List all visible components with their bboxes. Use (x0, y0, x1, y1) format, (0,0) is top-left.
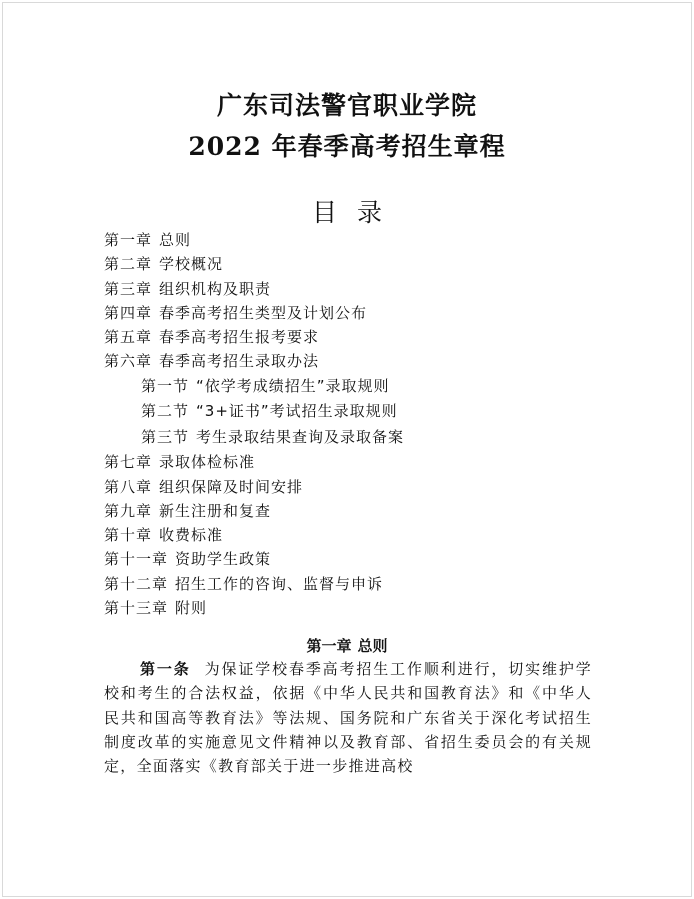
toc-subitem: 第一节 “依学考成绩招生”录取规则 (141, 376, 390, 395)
chapter-heading (0, 635, 694, 656)
toc-heading-char-2: 录 (356, 198, 382, 227)
toc-item: 第十章 收费标准 (104, 526, 224, 545)
table-of-contents (104, 228, 604, 620)
article-text: 为保证学校春季高考招生工作顺利进行，切实维护学校和考生的合法权益，依据《中华人民共和国教育法》和《中华人民共和国高等教育法》等法规、国务院和广东省关于深化考试招生制度改革的实施意见文件精神以及教育部、省招生委员会的有关规定，全面落实《教育部关于进一步推进高校 (104, 660, 592, 776)
toc-item: 第二章 学校概况 (104, 255, 224, 274)
toc-item: 第十二章 招生工作的咨询、监督与申诉 (104, 574, 384, 593)
toc-subitem: 第三节 考生录取结果查询及录取备案 (141, 427, 405, 446)
toc-item: 第七章 录取体检标准 (104, 453, 256, 472)
toc-item: 第五章 春季高考招生报考要求 (104, 328, 320, 347)
article-label: 第一条 (140, 660, 191, 678)
toc-item: 第九章 新生注册和复查 (104, 501, 272, 520)
toc-item: 第十三章 附则 (104, 599, 208, 618)
toc-heading (0, 193, 694, 229)
document-title-line2: 2022 年春季高考招生章程 (188, 132, 506, 161)
chapter-number: 第一章 (306, 637, 352, 655)
article-paragraph (104, 657, 592, 778)
toc-item: 第八章 组织保障及时间安排 (104, 477, 304, 496)
toc-heading-char-1: 目 (312, 198, 338, 227)
chapter-title: 总则 (357, 637, 388, 655)
document-title-line1: 广东司法警官职业学院 (216, 91, 477, 120)
toc-item: 第一章 总则 (104, 231, 192, 249)
toc-item: 第三章 组织机构及职责 (104, 279, 272, 298)
toc-item: 第十一章 资助学生政策 (104, 550, 272, 569)
toc-item: 第四章 春季高考招生类型及计划公布 (104, 303, 368, 322)
toc-item: 第六章 春季高考招生录取办法 (104, 352, 320, 371)
toc-subitem: 第二节 “3+证书”考试招生录取规则 (141, 402, 398, 421)
